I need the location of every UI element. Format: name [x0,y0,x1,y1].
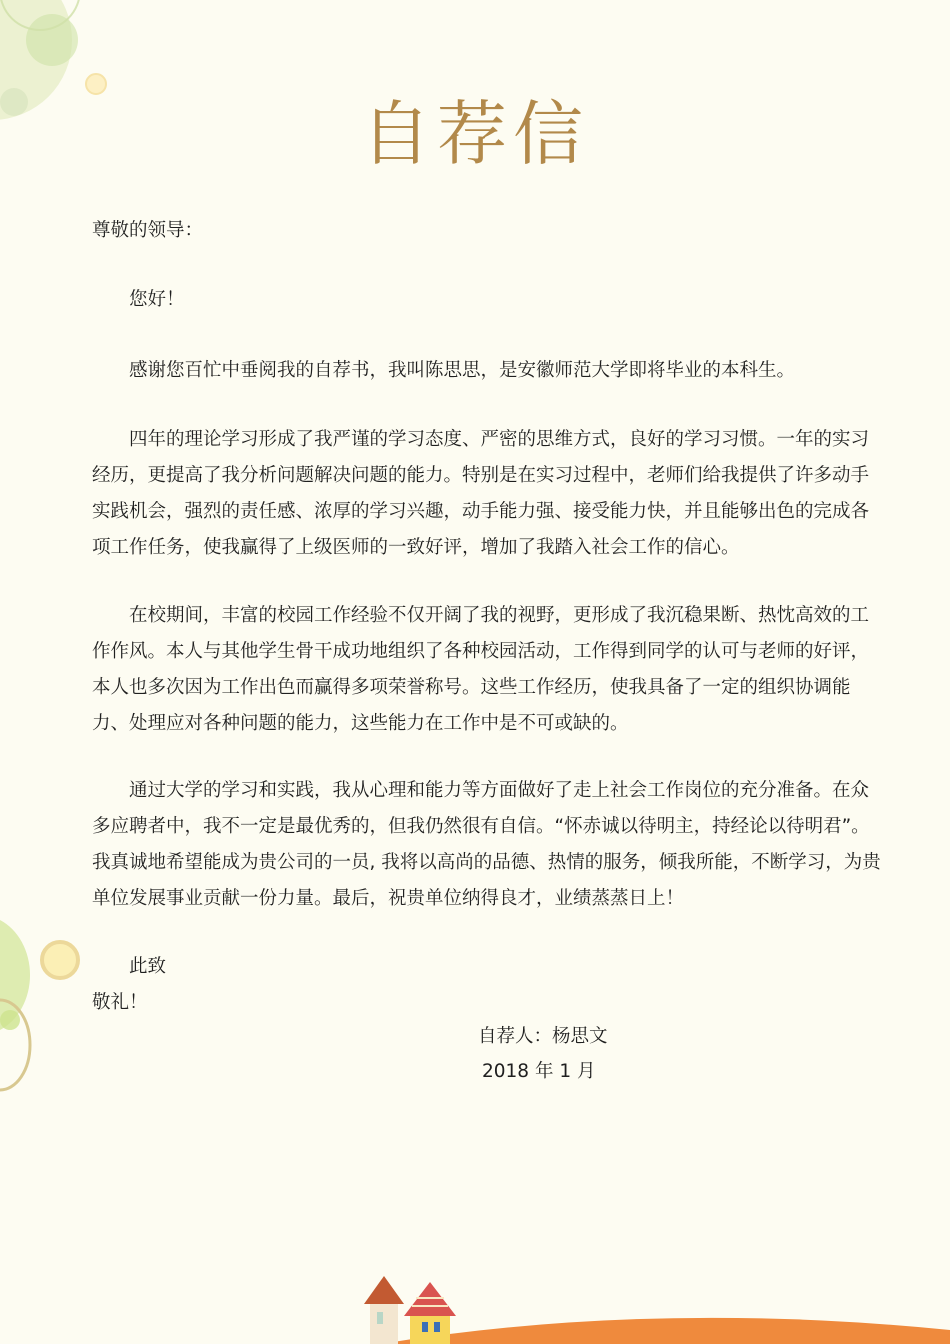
bottom-houses [364,1276,950,1344]
paragraph-3: 在校期间，丰富的校园工作经验不仅开阔了我的视野，更形成了我沉稳果断、热忱高效的工作作风。本人与其他学生骨干成功地组织了各种校园活动，工作得到同学的认可与老师的好评，本人也多次因为工作出色而赢得多项荣誉称号。这些工作经历，使我具备了一定的组织协调能力、处理应对各种问题的能力，这些能力在工作中是不可或缺的。 [92,605,870,734]
letter-title: 自荐信 [361,93,589,175]
paragraph-4: 通过大学的学习和实践，我从心理和能力等方面做好了走上社会工作岗位的充分准备。在众多应聘者中，我不一定是最优秀的，但我仍然很有自信。“怀赤诚以待明主，持经论以待明君”。我真诚地希望能成为贵公司的一员, 我将以高尚的品德、热情的服务，倾我所能，不断学习，为贵单位发展事业贡献一份力量。最后，祝贵单位纳得良才，业绩蒸蒸日上！ [92,780,881,909]
closing-line-2: 敬礼！ [92,992,148,1013]
date: 2018 年 1 月 [482,1061,596,1082]
salutation: 尊敬的领导： [92,220,204,241]
paragraph-1: 感谢您百忙中垂阅我的自荐书，我叫陈思思，是安徽师范大学即将毕业的本科生。 [129,360,796,381]
left-side-bubbles [0,920,78,1090]
greeting: 您好！ [129,289,185,310]
paragraph-2: 四年的理论学习形成了我严谨的学习态度、严密的思维方式，良好的学习习惯。一年的实习经历，更提高了我分析问题解决问题的能力。特别是在实习过程中，老师们给我提供了许多动手实践机会，强烈的责任感、浓厚的学习兴趣，动手能力强、接受能力快，并且能够出色的完成各项工作任务，使我赢得了上级医师的一致好评，增加了我踏入社会工作的信心。 [92,429,870,558]
signature: 自荐人：杨思文 [478,1026,608,1047]
closing-line-1: 此致 [129,956,167,977]
